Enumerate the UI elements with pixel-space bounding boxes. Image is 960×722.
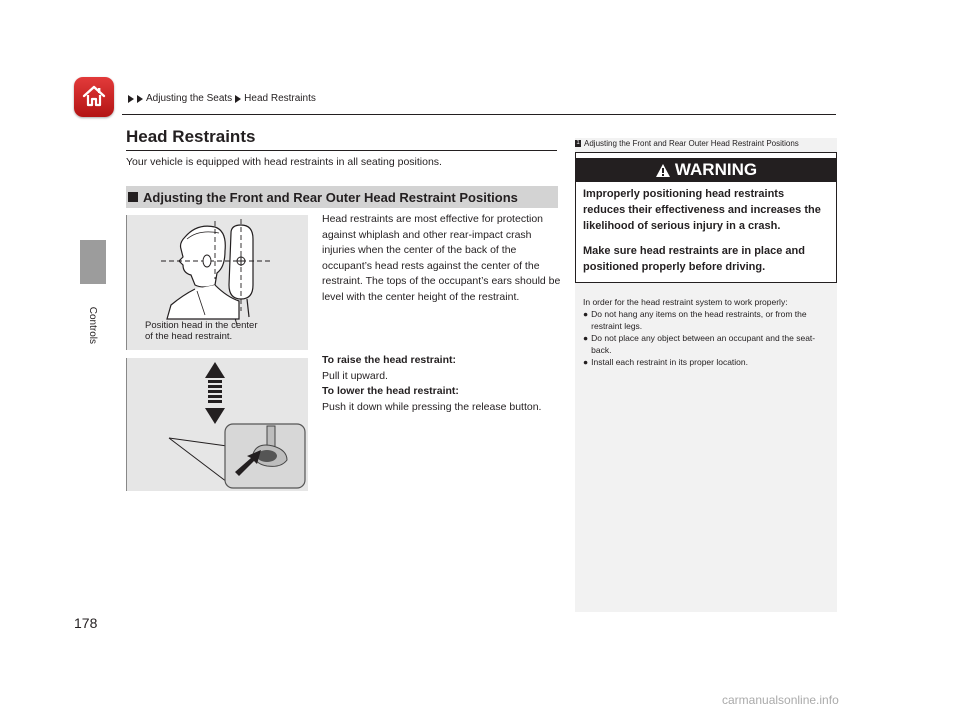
- breadcrumb-item-head-restraints[interactable]: Head Restraints: [244, 93, 316, 104]
- section-square-icon: [128, 192, 138, 202]
- note-reference-number: 1: [576, 140, 580, 146]
- warning-text-1: Improperly positioning head restraints reduces their effectiveness and increases the likelihood of serious injury in a crash.: [583, 188, 821, 232]
- lower-text: Push it down while pressing the release button.: [322, 400, 542, 413]
- section-title: Adjusting the Front and Rear Outer Head Restraint Positions: [143, 189, 518, 205]
- intro-text: Your vehicle is equipped with head restraints in all seating positions.: [126, 156, 442, 168]
- warning-text-2: Make sure head restraints are in place and positioned properly before driving.: [583, 245, 805, 273]
- bullet-icon: ●: [583, 309, 589, 319]
- breadcrumb-arrow-icon: [128, 95, 134, 103]
- page-title: Head Restraints: [126, 127, 256, 146]
- watermark: carmanualsonline.info: [722, 693, 839, 707]
- raise-heading: To raise the head restraint:: [322, 354, 457, 366]
- breadcrumb-arrow-icon: [235, 95, 241, 103]
- raise-lower-instructions: [322, 353, 562, 415]
- page-number: 178: [74, 615, 98, 631]
- list-item: ● Do not place any object between an occupant and the seat-back.: [583, 333, 816, 355]
- breadcrumb-arrow-icon: [137, 95, 143, 103]
- title-divider: [126, 150, 557, 151]
- note-body: [583, 296, 829, 368]
- note-intro: In order for the head restraint system to work properly:: [583, 297, 788, 307]
- list-item: ● Do not hang any items on the head restraints, or from the restraint legs.: [583, 309, 807, 331]
- raise-lower-illustration: [126, 358, 308, 491]
- home-button[interactable]: [74, 77, 114, 117]
- figure-caption: Position head in the center of the head restraint.: [145, 320, 258, 342]
- home-icon: [81, 83, 107, 109]
- down-arrow-icon: [205, 408, 225, 424]
- bullet-icon: ●: [583, 333, 589, 343]
- note-heading-text[interactable]: Adjusting the Front and Rear Outer Head Restraint Positions: [584, 139, 799, 148]
- body-paragraph: Head restraints are most effective for protection against whiplash and other rear-impact crash injuries when the center of the back of the occupant’s head rests against the center of the restraint. The tops of the occupant’s ears should be level with the center height of the restraint.: [322, 213, 561, 303]
- up-arrow-icon: [205, 362, 225, 378]
- side-tab-marker[interactable]: [80, 240, 106, 284]
- list-item: ● Install each restraint in its proper location.: [583, 357, 748, 367]
- side-tab-label[interactable]: Controls: [87, 306, 99, 344]
- warning-label: WARNING: [674, 160, 758, 179]
- lower-heading: To lower the head restraint:: [322, 385, 459, 397]
- warning-triangle-icon: [655, 163, 671, 178]
- warning-label-bar: [576, 158, 836, 182]
- section-heading: [126, 186, 558, 208]
- header-divider: [122, 114, 836, 115]
- bullet-icon: ●: [583, 357, 589, 367]
- note-heading: [575, 139, 799, 148]
- raise-text: Pull it upward.: [322, 369, 388, 382]
- breadcrumb-item-seats[interactable]: Adjusting the Seats: [146, 93, 233, 104]
- breadcrumb: [128, 93, 316, 104]
